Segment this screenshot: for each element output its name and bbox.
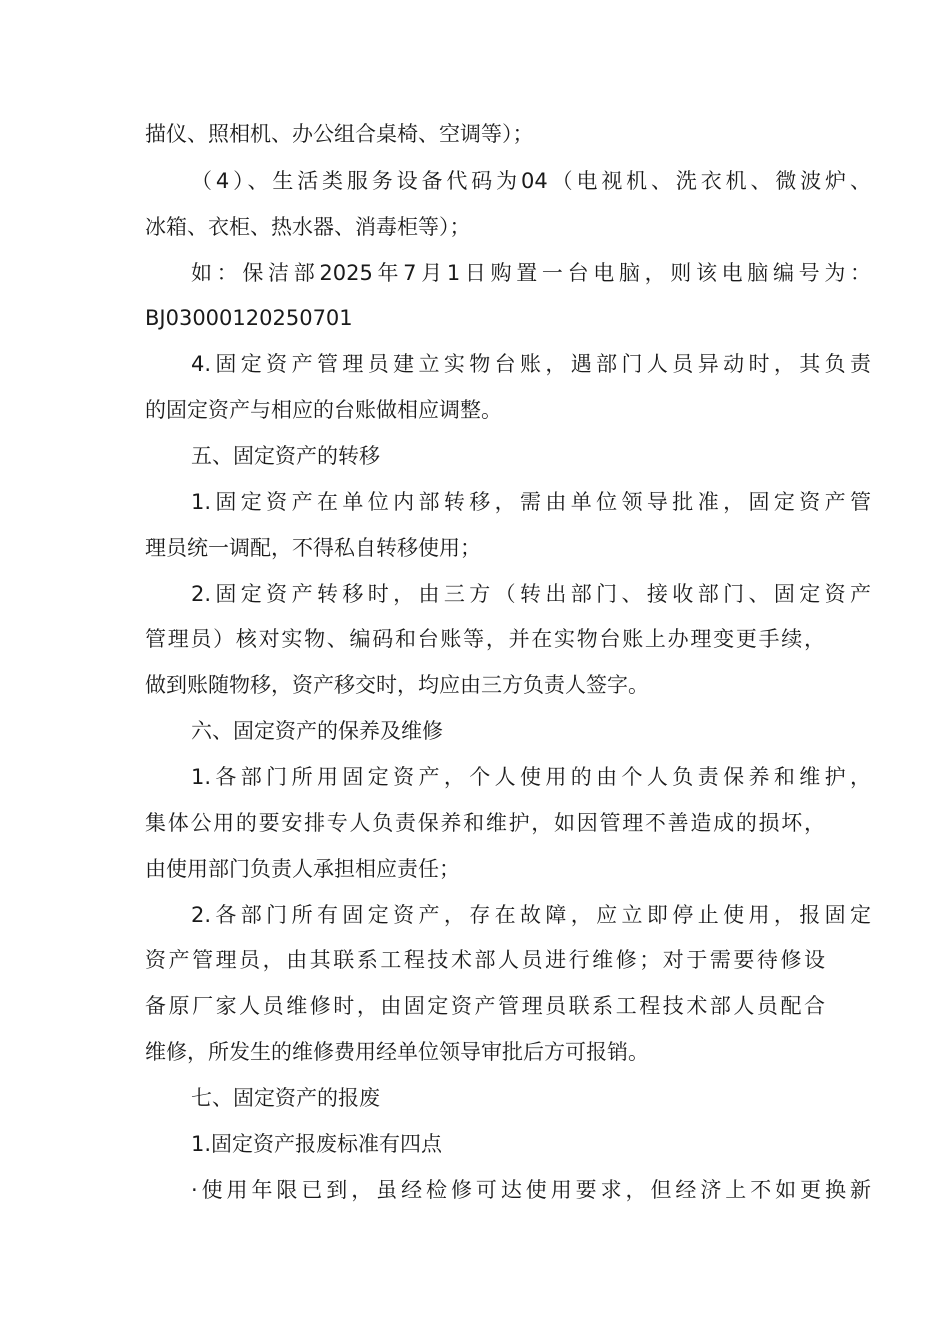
text-line: 如：保洁部2025年7月1日购置一台电脑，则该电脑编号为：: [191, 261, 871, 285]
text-line: 做到账随物移，资产移交时，均应由三方负责人签字。: [145, 673, 649, 697]
section-heading: 七、固定资产的报废: [191, 1086, 380, 1110]
text-line: 1.固定资产在单位内部转移，需由单位领导批准，固定资产管: [191, 490, 871, 514]
text-line: 管理员）核对实物、编码和台账等，并在实物台账上办理变更手续，: [145, 627, 825, 651]
text-line: ·使用年限已到，虽经检修可达使用要求，但经济上不如更换新: [191, 1178, 871, 1202]
section-heading: 五、固定资产的转移: [191, 444, 380, 468]
text-line: （4）、生活类服务设备代码为04（电视机、洗衣机、微波炉、: [191, 169, 871, 193]
text-line: 4.固定资产管理员建立实物台账，遇部门人员异动时，其负责: [191, 352, 871, 376]
text-line: 描仪、照相机、办公组合桌椅、空调等）；: [145, 122, 534, 146]
text-line: 资产管理员，由其联系工程技术部人员进行维修；对于需要待修设: [145, 948, 825, 972]
text-line: 2.固定资产转移时，由三方（转出部门、接收部门、固定资产: [191, 582, 871, 606]
section-heading: 六、固定资产的保养及维修: [191, 719, 443, 743]
text-line: 维修，所发生的维修费用经单位领导审批后方可报销。: [145, 1040, 649, 1064]
text-line: 集体公用的要安排专人负责保养和维护，如因管理不善造成的损坏，: [145, 811, 825, 835]
text-line: 2.各部门所有固定资产，存在故障，应立即停止使用，报固定: [191, 903, 871, 927]
text-line: BJ03000120250701: [145, 306, 353, 330]
text-line: 冰箱、衣柜、热水器、消毒柜等）；: [145, 215, 471, 239]
text-line: 的固定资产与相应的台账做相应调整。: [145, 398, 502, 422]
text-line: 1.固定资产报废标准有四点: [191, 1132, 443, 1156]
text-line: 1.各部门所用固定资产，个人使用的由个人负责保养和维护，: [191, 765, 871, 789]
text-line: 理员统一调配，不得私自转移使用；: [145, 536, 481, 560]
text-line: 由使用部门负责人承担相应责任；: [145, 857, 460, 881]
text-line: 备原厂家人员维修时，由固定资产管理员联系工程技术部人员配合: [145, 994, 825, 1018]
